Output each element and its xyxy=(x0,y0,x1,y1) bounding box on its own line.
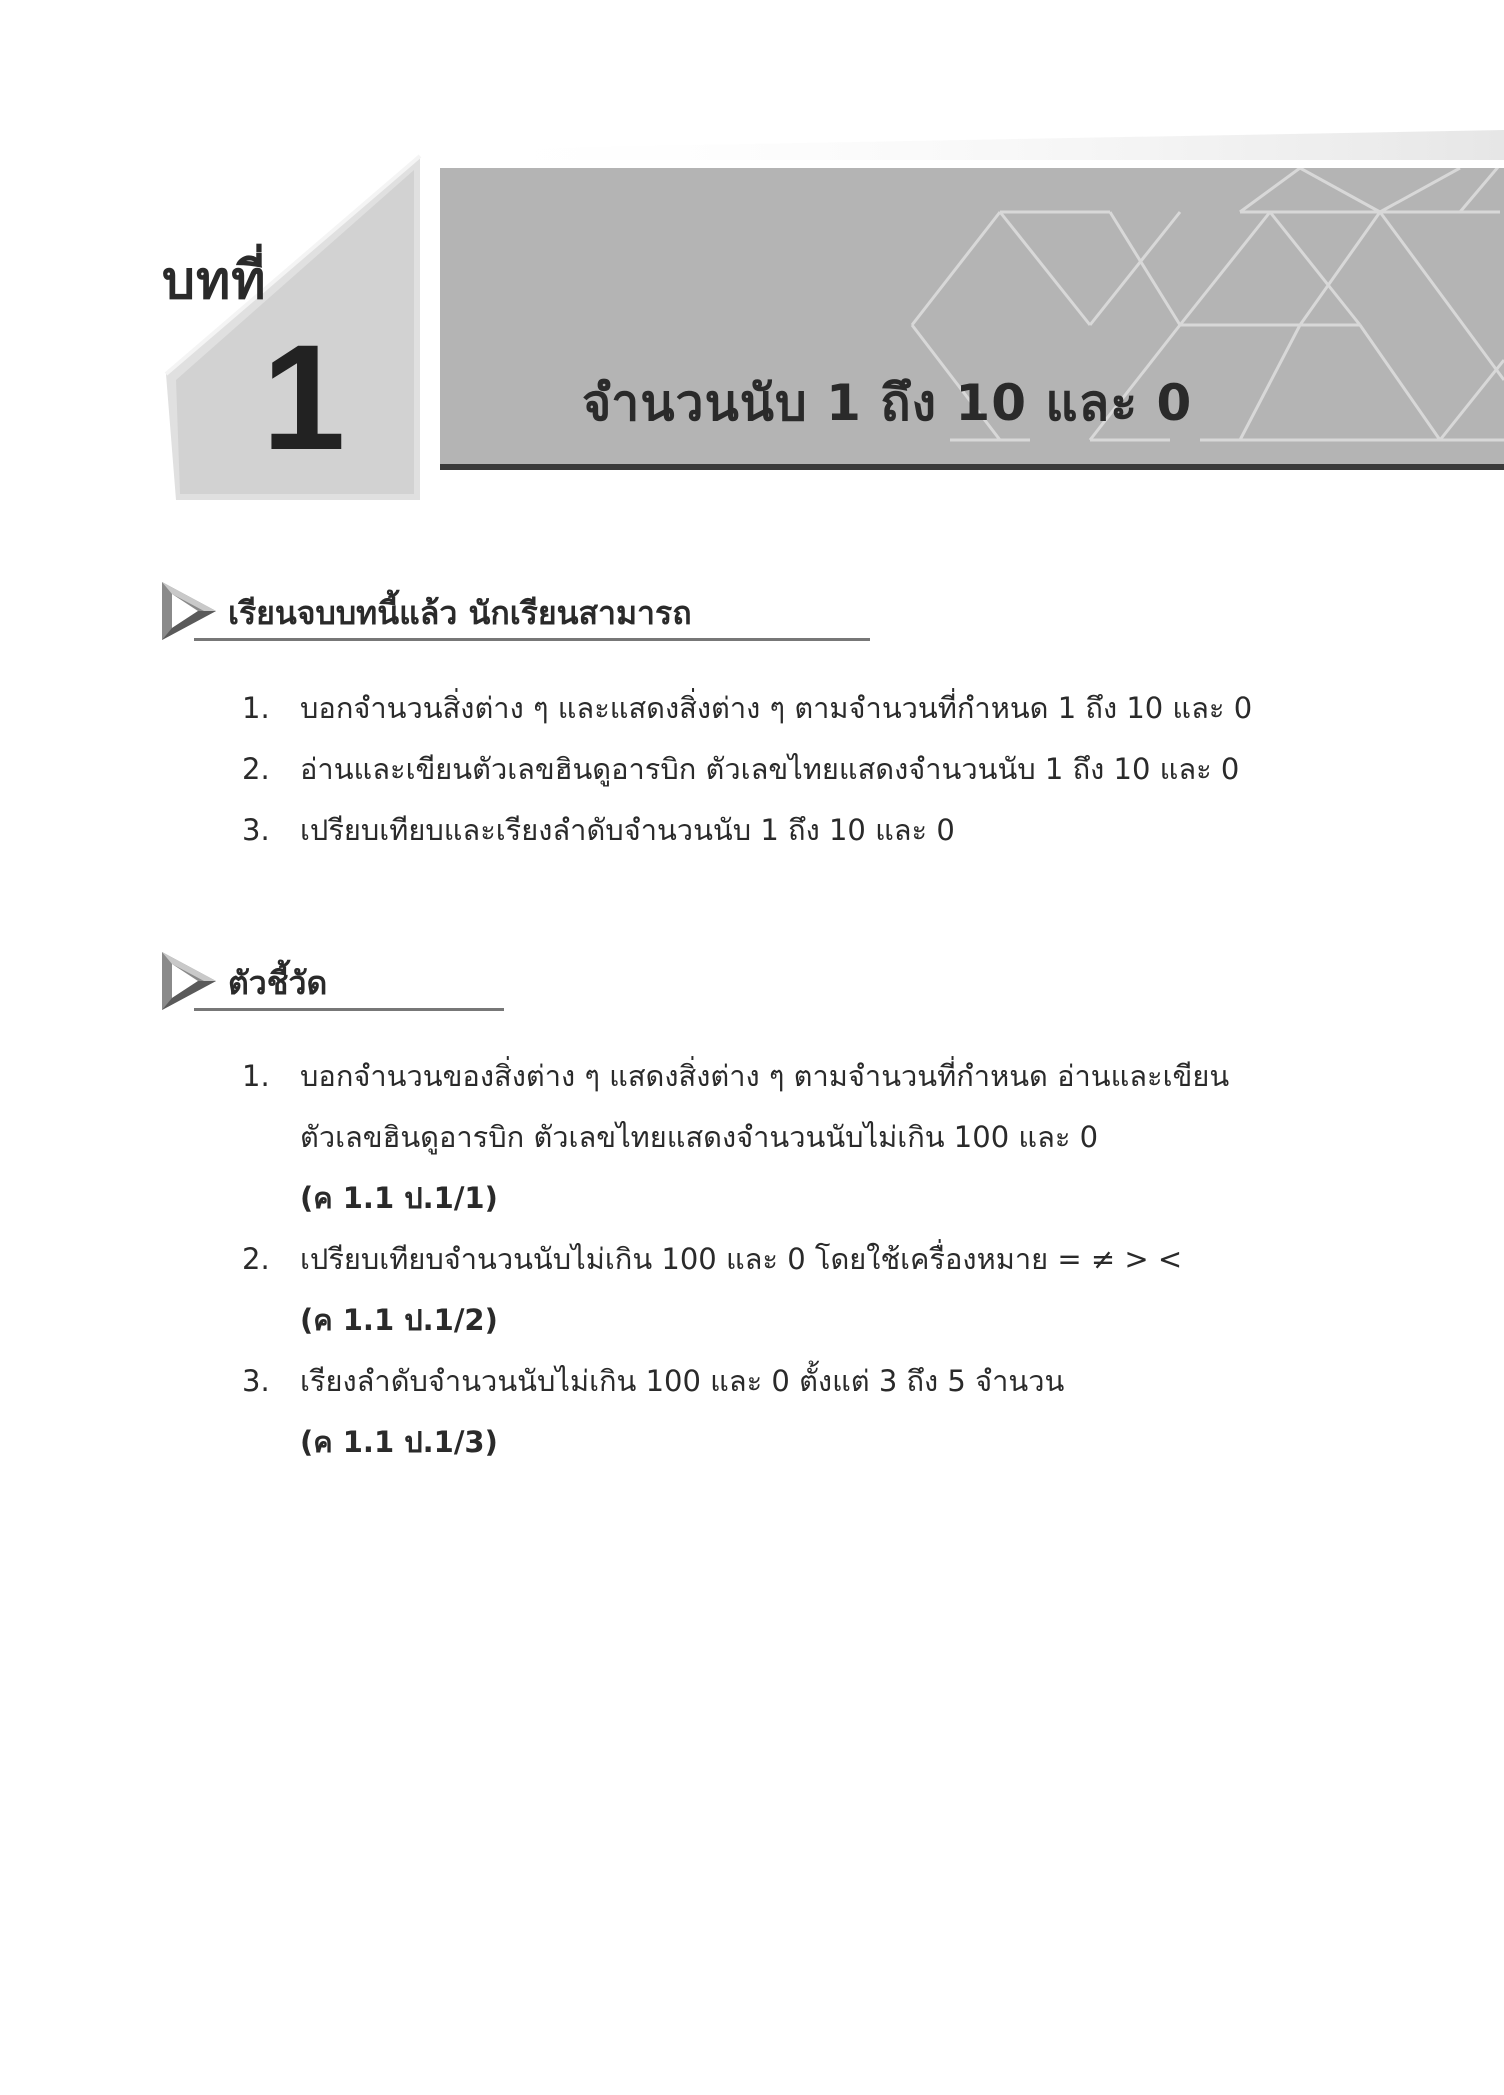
triangle-bullet-icon xyxy=(160,578,220,644)
indicators-heading-underline xyxy=(194,1008,504,1011)
list-item xyxy=(242,800,1252,861)
item-text: อ่านและเขียนตัวเลขฮินดูอารบิก ตัวเลขไทยแสดงจำนวนนับ 1 ถึง 10 และ 0 xyxy=(300,752,1240,786)
indicators-list xyxy=(242,1046,1229,1473)
item-text: บอกจำนวนสิ่งต่าง ๆ และแสดงสิ่งต่าง ๆ ตามจำนวนที่กำหนด 1 ถึง 10 และ 0 xyxy=(300,691,1253,725)
indicator-code: (ค 1.1 ป.1/2) xyxy=(300,1303,498,1337)
objectives-heading-text: เรียนจบบทนี้แล้ว นักเรียนสามารถ xyxy=(228,594,692,632)
item-number: 1. xyxy=(242,1059,270,1093)
indicator-code: (ค 1.1 ป.1/3) xyxy=(300,1425,498,1459)
banner-underline xyxy=(440,464,1504,470)
banner-shadow xyxy=(425,130,1504,160)
item-text: เปรียบเทียบและเรียงลำดับจำนวนนับ 1 ถึง 10 และ 0 xyxy=(300,813,955,847)
item-number: 2. xyxy=(242,752,270,786)
chapter-title: จำนวนนับ 1 ถึง 10 และ 0 xyxy=(582,374,1193,432)
item-number: 1. xyxy=(242,691,270,725)
indicator-code: (ค 1.1 ป.1/1) xyxy=(300,1181,498,1215)
list-item xyxy=(242,1229,1229,1351)
chapter-number: 1 xyxy=(262,313,346,481)
item-text-line-1: เรียงลำดับจำนวนนับไม่เกิน 100 และ 0 ตั้งแต่ 3 ถึง 5 จำนวน xyxy=(300,1364,1065,1398)
list-item xyxy=(242,739,1252,800)
item-number: 3. xyxy=(242,813,270,847)
list-item xyxy=(242,1351,1229,1473)
item-text-line-1: บอกจำนวนของสิ่งต่าง ๆ แสดงสิ่งต่าง ๆ ตามจำนวนที่กำหนด อ่านและเขียน xyxy=(300,1059,1230,1093)
item-number: 3. xyxy=(242,1364,270,1398)
item-text-line-1: เปรียบเทียบจำนวนนับไม่เกิน 100 และ 0 โดยใช้เครื่องหมาย = ≠ > < xyxy=(300,1242,1183,1276)
triangle-bullet-icon xyxy=(160,948,220,1014)
list-item xyxy=(242,678,1252,739)
item-number: 2. xyxy=(242,1242,270,1276)
objectives-list xyxy=(242,678,1252,861)
indicators-heading-text: ตัวชี้วัด xyxy=(228,964,328,1002)
objectives-heading-underline xyxy=(194,638,870,641)
item-text-line-2: ตัวเลขฮินดูอารบิก ตัวเลขไทยแสดงจำนวนนับไม่เกิน 100 และ 0 xyxy=(300,1120,1099,1154)
chapter-label: บทที่ xyxy=(162,251,267,311)
list-item xyxy=(242,1046,1229,1229)
